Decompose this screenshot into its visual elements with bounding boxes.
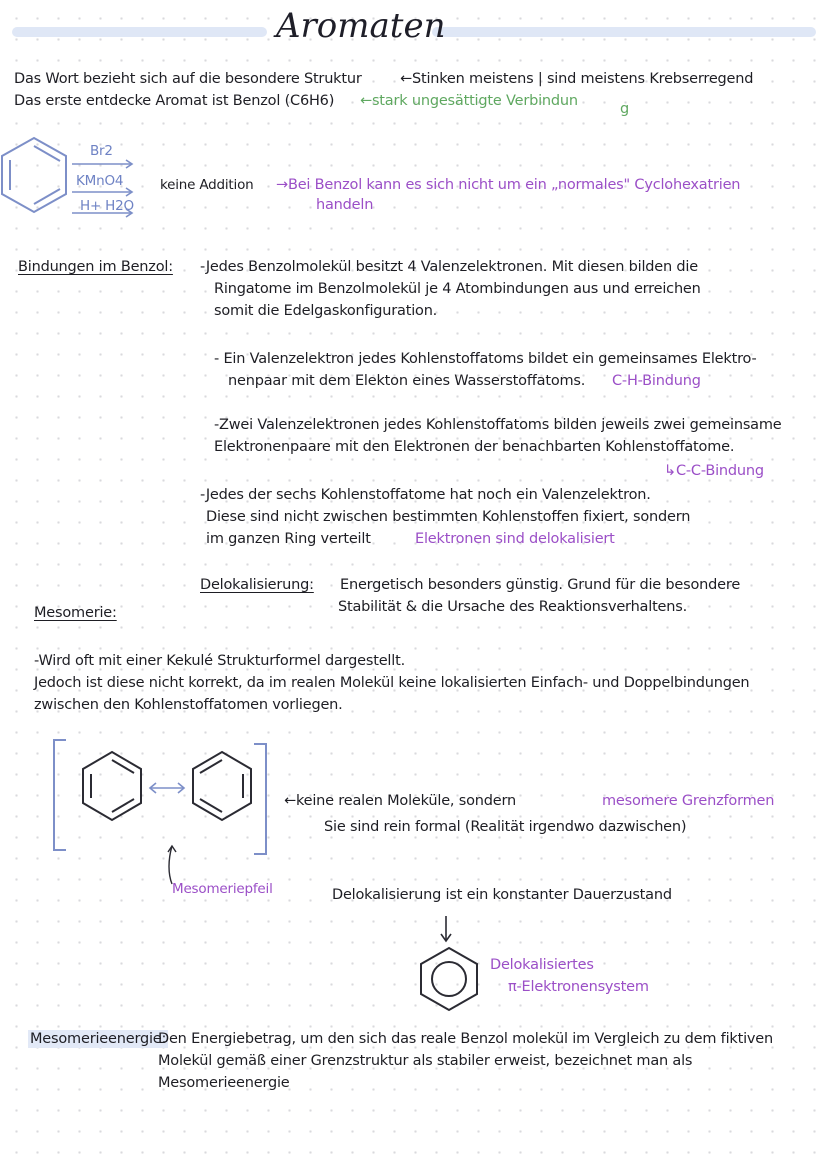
benzene-kekule-icon [0,130,80,240]
bindungen-p3-tag: ↳C-C-Bindung [664,463,764,479]
page-title: Aromaten [276,6,446,46]
benzene-delocalized-icon [414,944,484,1014]
bindungen-p4-l3: im ganzen Ring verteilt [206,531,371,547]
energie-line2: Molekül gemäß einer Grenzstruktur als stabiler erweist, bezeichnet man als [158,1053,693,1069]
grenz-tag: mesomere Grenzformen [602,793,775,809]
intro-line2: Das erste entdecke Aromat ist Benzol (C6H6) [14,93,335,109]
mesomerie-heading: Mesomerie: [34,605,117,621]
mesomerie-line2: Jedoch ist diese nicht korrekt, da im realen Molekül keine lokalisierten Einfach- und Doppelbindungen [34,675,750,691]
title-bar-right [432,27,816,37]
bindungen-p1-l3: somit die Edelgaskonfiguration. [214,303,438,319]
down-arrow-icon [436,914,456,946]
delokalisierung-line2: Stabilität & die Ursache des Reaktionsverhaltens. [338,599,688,615]
mesomerie-line1: -Wird oft mit einer Kekulé Strukturformel dargestellt. [34,653,405,669]
mesomeriepfeil-label: Mesomeriepfeil [172,881,273,897]
bindungen-p1-l1: -Jedes Benzolmolekül besitzt 4 Valenzelektronen. Mit diesen bilden die [200,259,698,275]
reagent-arrows-icon [70,150,140,220]
pi-system-line2: π-Elektronensystem [508,979,649,995]
reagent-br2: Br2 [90,143,113,159]
delokalisierung-heading: Delokalisierung: [200,577,314,593]
bindungen-p3-l1: -Zwei Valenzelektronen jedes Kohlenstoffatoms bilden jeweils zwei gemeinsame [214,417,782,433]
bindungen-p1-l2: Ringatome im Benzolmolekül je 4 Atombindungen aus und erreichen [214,281,701,297]
pi-system-line1: Delokalisiertes [490,957,594,973]
bindungen-p4-l1: -Jedes der sechs Kohlenstoffatome hat noch ein Valenzelektron. [200,487,651,503]
dauerzustand-text: Delokalisierung ist ein konstanter Dauerzustand [332,887,672,903]
energie-heading: Mesomerieenergie: [30,1031,167,1047]
no-addition-label: keine Addition [160,177,254,193]
intro-line1: Das Wort bezieht sich auf die besondere Struktur [14,71,362,87]
grenz-line2: Sie sind rein formal (Realität irgendwo dazwischen) [324,819,687,835]
bindungen-p4-l2: Diese sind nicht zwischen bestimmten Kohlenstoffen fixiert, sondern [206,509,691,525]
no-addition-note-1: →Bei Benzol kann es sich nicht um ein „normales" Cyclohexatrien [276,177,741,193]
energie-line3: Mesomerieenergie [158,1075,290,1091]
intro-line2-note: ←stark ungesättigte Verbindun [360,93,578,109]
reagent-kmno4: KMnO4 [76,173,124,189]
bindungen-p2-tag: C-H-Bindung [612,373,701,389]
delokalisierung-line1: Energetisch besonders günstig. Grund für die besondere [340,577,741,593]
energie-line1: Den Energiebetrag, um den sich das reale Benzol molekül im Vergleich zu dem fiktiven [158,1031,774,1047]
bindungen-p3-l2: Elektronenpaare mit den Elektronen der benachbarten Kohlenstoffatome. [214,439,735,455]
intro-line1-note: ←Stinken meistens | sind meistens Krebserregend [400,71,754,87]
bindungen-heading: Bindungen im Benzol: [18,259,173,275]
title-bar-left [12,27,267,37]
no-addition-note-2: handeln [316,197,374,213]
bindungen-p4-tag: Elektronen sind delokalisiert [415,531,615,547]
mesomerie-line3: zwischen den Kohlenstoffatomen vorliegen. [34,697,343,713]
reagent-h2o: H+ H2O [80,198,134,214]
bindungen-p2-l2: nenpaar mit dem Elekton eines Wasserstoffatoms. [228,373,586,389]
intro-line2-note-end: g [620,101,630,117]
bindungen-p2-l1: - Ein Valenzelektron jedes Kohlenstoffatoms bildet ein gemeinsames Elektro- [214,351,757,367]
grenz-line1: ←keine realen Moleküle, sondern [284,793,516,809]
